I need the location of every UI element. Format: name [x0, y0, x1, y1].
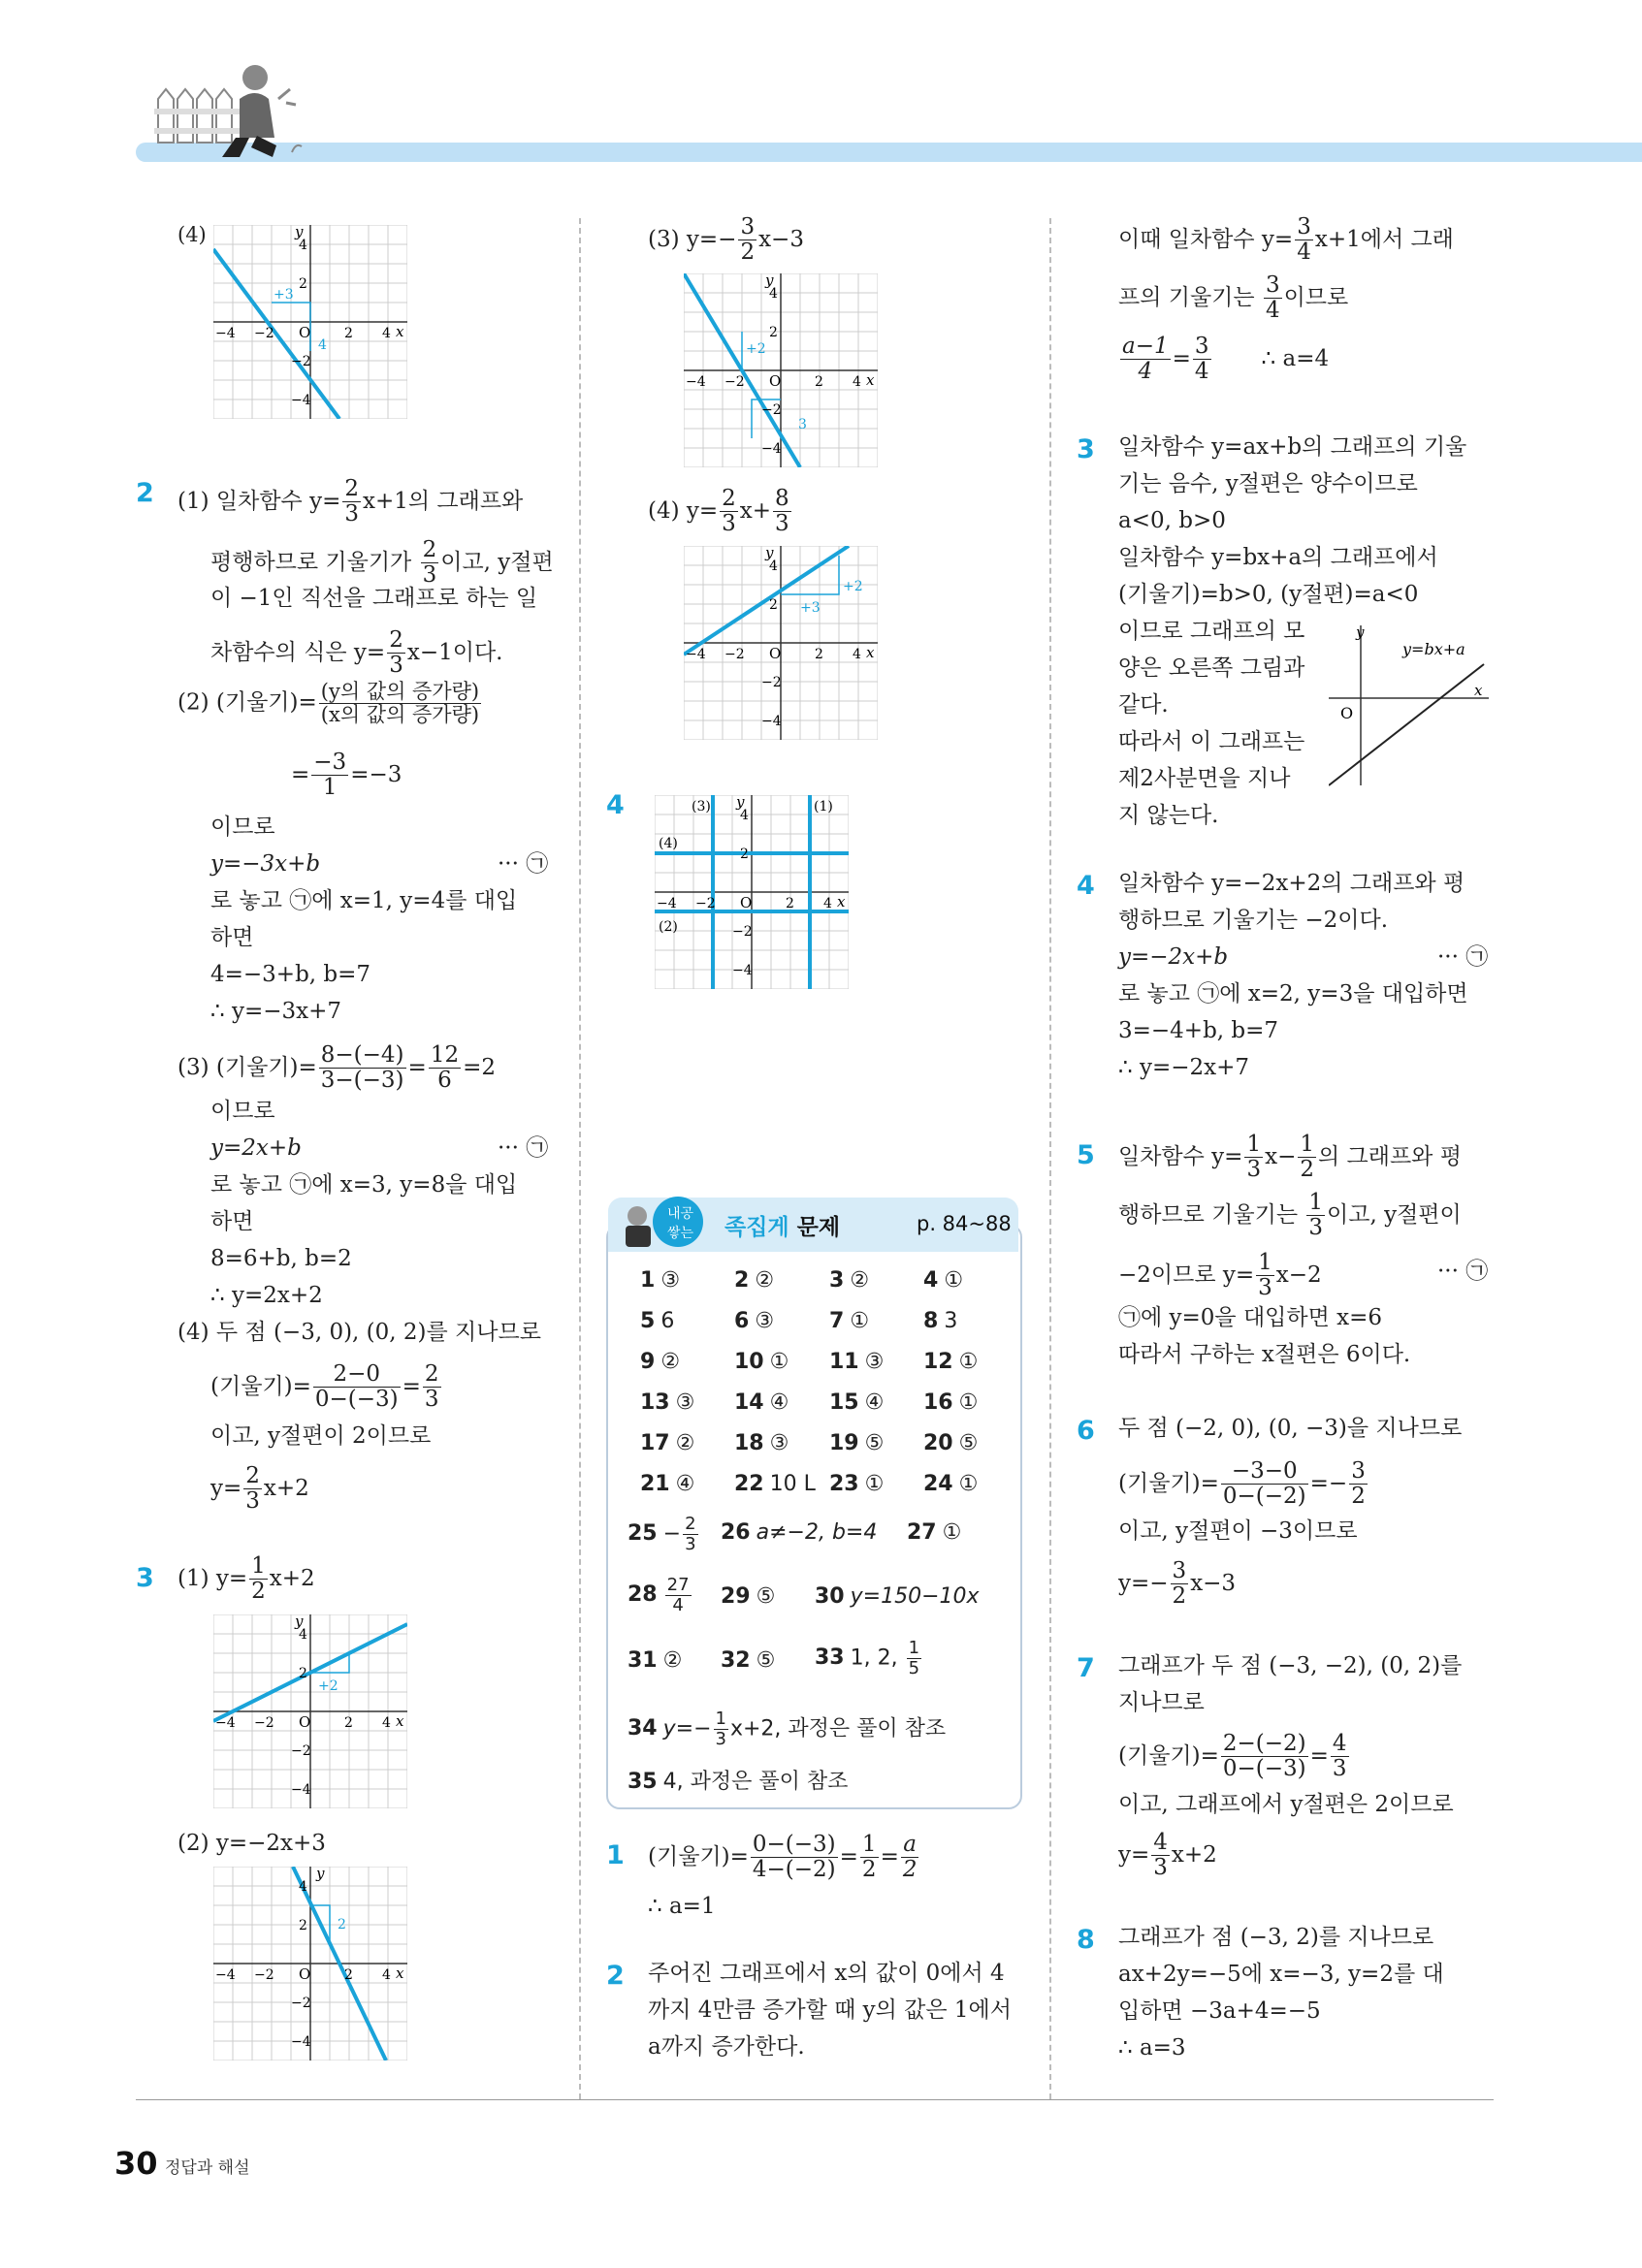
answer-item: 19 ⑤	[829, 1431, 885, 1455]
solution-line: 이때 일차함수 y= $\frac{3}{4}$ x+1에서 그래	[1118, 214, 1454, 266]
svg-text:−2: −2	[724, 647, 745, 662]
solution-line: 로 놓고 ㉠에 x=1, y=4를 대입	[210, 888, 518, 913]
solution-line: ax+2y=−5에 x=−3, y=2를 대	[1118, 1962, 1444, 1987]
page-number: 30	[114, 2145, 158, 2182]
y-axis-label: y	[295, 225, 304, 240]
solution-line: 일차함수 y=−2x+2의 그래프와 평	[1118, 871, 1465, 896]
answer-item: 31 ②	[628, 1648, 683, 1673]
equation-marker: ··· ㉠	[1437, 1259, 1489, 1284]
solution-line: 하면	[210, 925, 254, 950]
solution-line: 그래프가 두 점 (−3, −2), (0, 2)를	[1118, 1653, 1463, 1678]
answer-item: 25 − $\frac{2}{3}$	[628, 1514, 696, 1554]
svg-text:y: y	[295, 1614, 304, 1630]
origin-label: O	[299, 324, 311, 341]
answer-item: 24 ①	[923, 1472, 979, 1496]
svg-text:−4: −4	[291, 1782, 311, 1798]
problem-number: 2	[606, 1961, 625, 1991]
solution-line: 이므로	[210, 815, 275, 840]
solution-line: (3) y=− $\frac{3}{2}$ x−3	[648, 214, 804, 266]
solution-line: 두 점 (−2, 0), (0, −3)을 지나므로	[1118, 1416, 1463, 1441]
svg-text:2: 2	[344, 1967, 353, 1983]
answer-item: 16 ①	[923, 1390, 979, 1415]
svg-text:2: 2	[769, 597, 778, 613]
graph-4	[655, 795, 849, 989]
solution-line: ∴ y=−2x+7	[1118, 1055, 1249, 1080]
solution-line: 4=−3+b, b=7	[210, 962, 371, 987]
solution-line: 지나므로	[1118, 1690, 1205, 1715]
svg-text:2: 2	[299, 1918, 307, 1933]
solution-line: 이므로	[210, 1099, 275, 1124]
solution-line: a<0, b>0	[1118, 508, 1226, 533]
svg-text:4: 4	[769, 559, 778, 574]
answer-item: 5 6	[640, 1309, 675, 1333]
solution-line: (1) y= $\frac{1}{2}$ x+2	[177, 1553, 315, 1605]
svg-text:−4: −4	[761, 714, 782, 729]
line-label: (2)	[659, 919, 678, 935]
svg-text:−2: −2	[761, 675, 782, 690]
answer-box-title: 족집게 문제	[724, 1215, 841, 1240]
answer-item: 3 ②	[829, 1268, 870, 1293]
svg-text:y: y	[736, 795, 745, 811]
solution-line: 로 놓고 ㉠에 x=3, y=8을 대입	[210, 1172, 518, 1198]
svg-text:4: 4	[299, 1627, 307, 1643]
equation-marker: ··· ㉠	[498, 851, 549, 877]
problem-number: 5	[1077, 1140, 1095, 1170]
slope-annotation: +3	[800, 600, 821, 616]
graph-3-3	[684, 273, 878, 467]
svg-text:−4: −4	[215, 1967, 236, 1983]
svg-text:x: x	[396, 1712, 404, 1730]
svg-text:4: 4	[740, 808, 749, 823]
solution-line: 행하므로 기울기는 −2이다.	[1118, 908, 1389, 933]
graph-1-4	[213, 225, 407, 419]
svg-text:4: 4	[823, 896, 832, 911]
graph-3-2	[213, 1867, 407, 2060]
answer-item: 10 ①	[734, 1350, 789, 1374]
answer-item: 15 ④	[829, 1390, 885, 1415]
solution-line: 이고, y절편이 2이므로	[210, 1423, 432, 1449]
solution-line: a까지 증가한다.	[648, 2034, 805, 2060]
solution-line: 이 −1인 직선을 그래프로 하는 일	[210, 586, 538, 611]
solution-line: (기울기)= $\frac{0-(-3)}{4-(-2)}$ = $\frac{1}{2}$ = $\frac{a}{2}$	[648, 1832, 918, 1883]
badge-text: 쌓는	[667, 1226, 694, 1241]
svg-text:−4: −4	[215, 1715, 236, 1731]
answer-item: 11 ③	[829, 1350, 885, 1374]
svg-text:4: 4	[853, 374, 861, 390]
svg-text:−2: −2	[732, 924, 753, 940]
answer-item: 2 ②	[734, 1268, 775, 1293]
equation-marker: ··· ㉠	[1437, 944, 1489, 970]
solution-line: y=−2x+b	[1118, 944, 1229, 970]
svg-text:y: y	[316, 1867, 325, 1882]
svg-text:2: 2	[769, 325, 778, 340]
answer-item: 28 $\frac{27}{4}$	[628, 1575, 690, 1615]
answer-item: 35 4, 과정은 풀이 참조	[628, 1770, 849, 1794]
answer-item: 33 1, 2, $\frac{1}{5}$	[815, 1638, 920, 1678]
solution-line: ∴ a=1	[648, 1894, 716, 1919]
svg-text:y: y	[765, 273, 774, 289]
solution-line: 같다.	[1118, 692, 1169, 718]
solution-line: 일차함수 y= $\frac{1}{3}$ x− $\frac{1}{2}$ 의 그래프와 평	[1118, 1132, 1462, 1183]
svg-text:x: x	[866, 371, 875, 389]
line-label: (4)	[659, 836, 678, 851]
tick-label: −4	[291, 393, 311, 408]
solution-line: = $\frac{-3}{1}$ =−3	[291, 750, 402, 801]
svg-text:x: x	[1474, 682, 1483, 699]
solution-line: 지 않는다.	[1118, 803, 1219, 828]
solution-line: (기울기)= $\frac{2-0}{0-(-3)}$ = $\frac{2}{3}$	[210, 1361, 439, 1413]
solution-line: ∴ y=−3x+7	[210, 999, 341, 1024]
solution-line: (기울기)= $\frac{2-(-2)}{0-(-3)}$ = $\frac{4}{3}$	[1118, 1731, 1347, 1782]
answer-item: 12 ①	[923, 1350, 979, 1374]
solution-line: y= $\frac{4}{3}$ x+2	[1118, 1830, 1217, 1881]
slope-annotation: +2	[318, 1678, 338, 1694]
solution-line: 주어진 그래프에서 x의 값이 0에서 4	[648, 1961, 1005, 1986]
svg-text:2: 2	[299, 1666, 307, 1681]
problem-number: 3	[136, 1563, 154, 1593]
svg-text:x: x	[837, 893, 846, 910]
answer-item: 20 ⑤	[923, 1431, 979, 1455]
svg-text:y: y	[1356, 625, 1365, 641]
graph-3-1	[213, 1614, 407, 1808]
solution-line: (3) (기울기)= $\frac{8-(-4)}{3-(-3)}$ = $\frac{12}{6}$ =2	[177, 1042, 496, 1094]
svg-text:−2: −2	[695, 896, 716, 911]
tick-label: −4	[215, 326, 236, 341]
answer-box-pages: p. 84~88	[917, 1212, 1012, 1235]
svg-text:−2: −2	[291, 1996, 311, 2011]
tick-label: 4	[382, 326, 391, 341]
answer-item: 32 ⑤	[721, 1648, 776, 1673]
svg-text:2: 2	[815, 374, 823, 390]
solution-line: 양은 오른쪽 그림과	[1118, 655, 1305, 681]
solution-line: 3=−4+b, b=7	[1118, 1018, 1279, 1043]
problem-number: 1	[606, 1840, 625, 1870]
solution-line: (2) y=−2x+3	[177, 1831, 326, 1856]
svg-text:4: 4	[382, 1715, 391, 1731]
solution-line: y=− $\frac{3}{2}$ x−3	[1118, 1558, 1237, 1610]
badge	[618, 1195, 711, 1251]
answer-item: 8 3	[923, 1309, 958, 1333]
svg-text:−4: −4	[686, 647, 706, 662]
badge-text: 내공	[667, 1206, 694, 1222]
svg-text:O: O	[769, 645, 782, 662]
answer-item: 26 a≠−2, b=4	[721, 1520, 878, 1545]
solution-line: 8=6+b, b=2	[210, 1246, 352, 1271]
answer-item: 13 ③	[640, 1390, 695, 1415]
solution-line: 이므로 그래프의 모	[1118, 619, 1305, 644]
solution-line: 그래프가 점 (−3, 2)를 지나므로	[1118, 1925, 1434, 1950]
svg-text:−4: −4	[686, 374, 706, 390]
tick-label: −2	[254, 326, 274, 341]
svg-text:O: O	[740, 894, 753, 911]
solution-line: 이고, 그래프에서 y절편은 2이므로	[1118, 1792, 1454, 1817]
solution-line: −2이므로 y= $\frac{1}{3}$ x−2	[1118, 1250, 1322, 1301]
solution-line: 제2사분면을 지나	[1118, 766, 1291, 791]
slope-annotation: 4	[318, 337, 327, 353]
solution-line: 까지 4만큼 증가할 때 y의 값은 1에서	[648, 1997, 1012, 2023]
problem-number: 7	[1077, 1653, 1095, 1683]
solution-line: $\frac{a-1}{4}$ = $\frac{3}{4}$ ∴ a=4	[1122, 334, 1330, 385]
page-label: 정답과 해설	[165, 2158, 250, 2178]
solution-line: 따라서 이 그래프는	[1118, 729, 1305, 754]
tick-label: −2	[291, 354, 311, 369]
slope-annotation: 3	[798, 417, 807, 432]
svg-text:4: 4	[382, 1967, 391, 1983]
answer-item: 4 ①	[923, 1268, 964, 1293]
solution-line: (4) y= $\frac{2}{3}$ x+ $\frac{8}{3}$	[648, 486, 789, 537]
svg-text:−4: −4	[291, 2034, 311, 2050]
solution-line: 차함수의 식은 y= $\frac{2}{3}$ x−1이다.	[210, 627, 503, 679]
answer-item: 18 ③	[734, 1431, 789, 1455]
slope-annotation: +2	[746, 341, 766, 357]
slope-annotation: +3	[274, 287, 294, 303]
solution-line: ∴ a=3	[1118, 2035, 1186, 2060]
svg-text:2: 2	[740, 847, 749, 862]
solution-line: y= $\frac{2}{3}$ x+2	[210, 1463, 309, 1515]
svg-text:2: 2	[786, 896, 794, 911]
line-label: (3)	[692, 799, 711, 815]
svg-text:−2: −2	[254, 1967, 274, 1983]
solution-line: 일차함수 y=ax+b의 그래프의 기울	[1118, 434, 1467, 460]
answer-item: 29 ⑤	[721, 1584, 776, 1609]
answer-item: 9 ②	[640, 1350, 681, 1374]
solution-line: (기울기)=b>0, (y절편)=a<0	[1118, 582, 1419, 607]
solution-line: 이고, y절편이 −3이므로	[1118, 1518, 1358, 1544]
graph-sketch	[1329, 625, 1494, 790]
solution-line: 평행하므로 기울기가 $\frac{2}{3}$ 이고, y절편	[210, 537, 554, 589]
gardener-illustration	[150, 60, 306, 165]
svg-text:−2: −2	[291, 1743, 311, 1759]
problem-number: 3	[1077, 434, 1095, 464]
svg-text:x: x	[866, 644, 875, 661]
solution-line: ∴ y=2x+2	[210, 1283, 323, 1308]
solution-line: y=2x+b	[210, 1135, 302, 1161]
solution-line: 로 놓고 ㉠에 x=2, y=3을 대입하면	[1118, 981, 1468, 1006]
solution-line: (4) 두 점 (−3, 0), (0, 2)를 지나므로	[177, 1320, 541, 1345]
problem-number: 2	[136, 478, 154, 508]
answer-item: 14 ④	[734, 1390, 789, 1415]
problem-number: 6	[1077, 1416, 1095, 1446]
solution-line: (1) 일차함수 y= $\frac{2}{3}$ x+1의 그래프와	[177, 476, 524, 527]
slope-annotation: +2	[843, 579, 863, 594]
answer-item: 34 y=− $\frac{1}{3}$ x+2, 과정은 풀이 참조	[628, 1709, 947, 1749]
answer-item: 6 ③	[734, 1309, 775, 1333]
solution-line: 하면	[210, 1209, 254, 1234]
graph-3-4	[684, 546, 878, 740]
solution-line: 입하면 −3a+4=−5	[1118, 1998, 1321, 2024]
solution-line: 행하므로 기울기는 $\frac{1}{3}$ 이고, y절편이	[1118, 1190, 1462, 1241]
tick-label: 2	[344, 326, 353, 341]
svg-text:O: O	[299, 1713, 311, 1731]
solution-line: (2) (기울기)= $\frac{\text{(y의 값의 증가량)}}{\text{(x의 값의 증가량)}}$	[177, 680, 480, 727]
svg-text:2: 2	[815, 647, 823, 662]
svg-text:4: 4	[299, 1879, 307, 1895]
line-label: y=bx+a	[1402, 640, 1465, 658]
svg-text:−2: −2	[254, 1715, 274, 1731]
answer-item: 27 ①	[907, 1520, 962, 1545]
slope-annotation: 2	[338, 1917, 346, 1933]
svg-text:−4: −4	[657, 896, 677, 911]
svg-text:−2: −2	[761, 402, 782, 418]
header-bar	[136, 143, 1642, 162]
solution-line: 일차함수 y=bx+a의 그래프에서	[1118, 545, 1438, 570]
solution-line: 기는 음수, y절편은 양수이므로	[1118, 471, 1418, 496]
part-label: (4)	[177, 223, 207, 246]
svg-text:x: x	[396, 1965, 404, 1982]
svg-text:4: 4	[853, 647, 861, 662]
tick-label: 4	[299, 238, 307, 253]
solution-line: ㉠에 y=0을 대입하면 x=6	[1118, 1305, 1383, 1330]
tick-label: 2	[299, 276, 307, 292]
answer-item: 21 ④	[640, 1472, 695, 1496]
problem-number: 4	[606, 790, 625, 820]
svg-text:−4: −4	[761, 441, 782, 457]
svg-text:−4: −4	[732, 963, 753, 978]
solution-line: (기울기)= $\frac{-3-0}{0-(-2)}$ =− $\frac{3}{2}$	[1118, 1458, 1366, 1510]
problem-number: 4	[1077, 871, 1095, 901]
equation-marker: ··· ㉠	[498, 1135, 549, 1161]
svg-text:2: 2	[344, 1715, 353, 1731]
answer-item: 7 ①	[829, 1309, 870, 1333]
line-label: (1)	[814, 799, 833, 815]
solution-line: 따라서 구하는 x절편은 6이다.	[1118, 1342, 1411, 1367]
answer-item: 1 ③	[640, 1268, 681, 1293]
solution-line: 프의 기울기는 $\frac{3}{4}$ 이므로	[1118, 272, 1349, 324]
answer-item: 23 ①	[829, 1472, 885, 1496]
svg-text:O: O	[1340, 704, 1354, 722]
svg-text:−2: −2	[724, 374, 745, 390]
answer-item: 22 10 L	[734, 1472, 816, 1496]
column-divider	[1049, 218, 1051, 2099]
answer-item: 30 y=150−10x	[815, 1584, 980, 1609]
answer-item: 17 ②	[640, 1431, 695, 1455]
x-axis-label: x	[396, 323, 404, 340]
svg-text:O: O	[299, 1965, 311, 1983]
column-divider	[579, 218, 581, 2099]
solution-line: y=−3x+b	[210, 851, 321, 877]
svg-text:y: y	[765, 546, 774, 561]
footer-rule	[136, 2099, 1494, 2100]
problem-number: 8	[1077, 1925, 1095, 1955]
svg-text:O: O	[769, 372, 782, 390]
svg-text:4: 4	[769, 286, 778, 302]
